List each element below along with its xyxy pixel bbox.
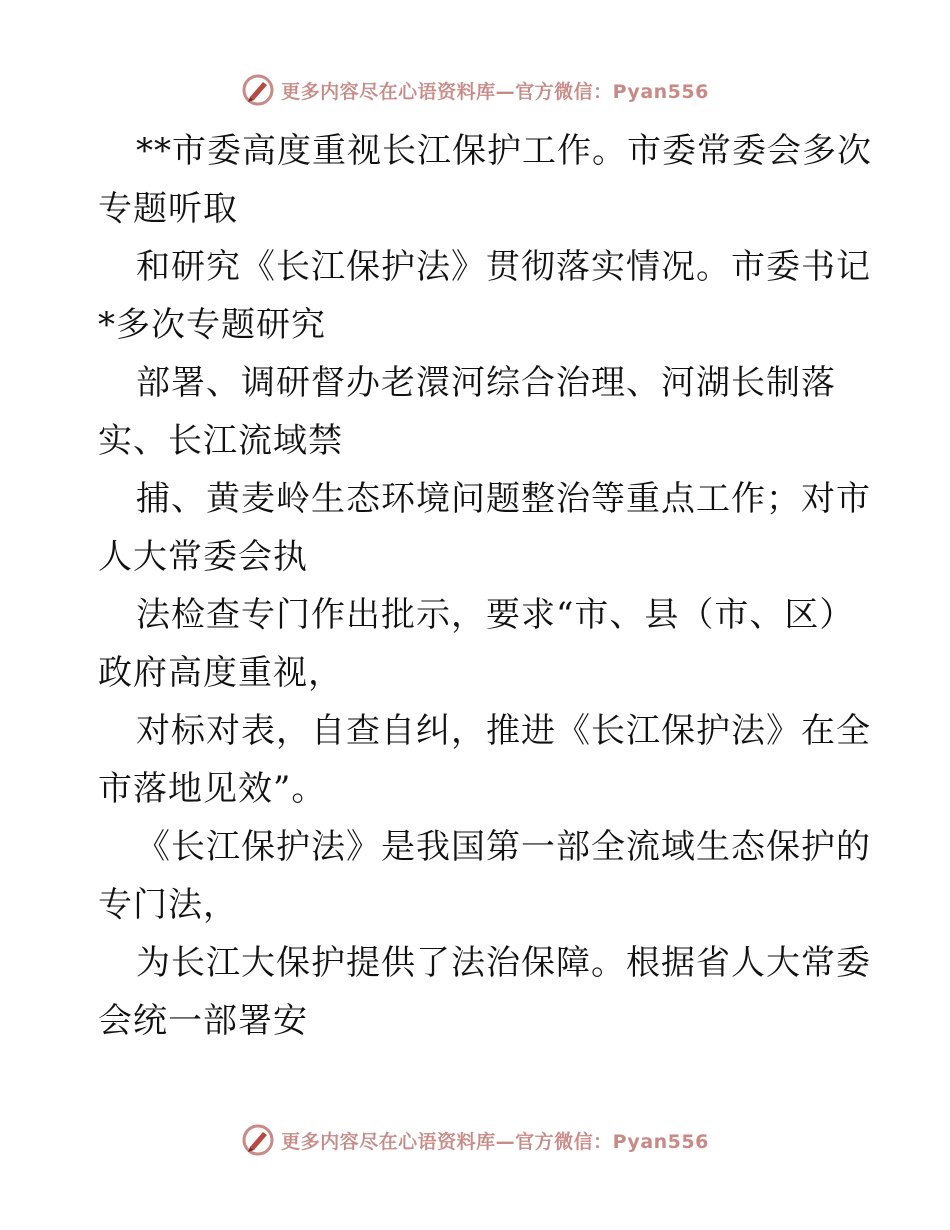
pen-logo-icon (241, 1123, 275, 1157)
text-line: 为长江大保护提供了法治保障。根据省人大常委 (136, 943, 871, 983)
text-line: 对标对表，自查自纠，推进《长江保护法》在全 (136, 711, 871, 751)
text-line: 会统一部署安 (98, 1001, 308, 1041)
document-paragraph (98, 122, 872, 1050)
watermark-text: 更多内容尽在心语资料库—官方微信：Pyan556 (281, 80, 709, 103)
header-watermark (0, 70, 950, 110)
text-line: 捕、黄麦岭生态环境问题整治等重点工作；对市 (136, 479, 871, 519)
text-line: 和研究《长江保护法》贯彻落实情况。市委书记 (136, 247, 871, 287)
text-line: 《长江保护法》是我国第一部全流域生态保护的 (136, 827, 871, 867)
text-line: 部署、调研督办老澴河综合治理、河湖长制落 (136, 363, 836, 403)
text-line: 实、长江流域禁 (98, 421, 343, 461)
text-line: 专门法， (98, 885, 238, 925)
watermark-text: 更多内容尽在心语资料库—官方微信：Pyan556 (281, 1130, 709, 1153)
text-line: *多次专题研究 (98, 305, 326, 345)
text-line: **市委高度重视长江保护工作。市委常委会多次 (136, 131, 872, 171)
document-body (98, 122, 872, 1050)
text-line: 专题听取 (98, 189, 238, 229)
footer-watermark (0, 1120, 950, 1160)
pen-logo-icon (241, 73, 275, 107)
text-line: 市落地见效”。 (98, 769, 327, 809)
text-line: 人大常委会执 (98, 537, 308, 577)
text-line: 法检查专门作出批示，要求“市、县（市、区） (136, 595, 855, 635)
text-line: 政府高度重视， (98, 653, 343, 693)
